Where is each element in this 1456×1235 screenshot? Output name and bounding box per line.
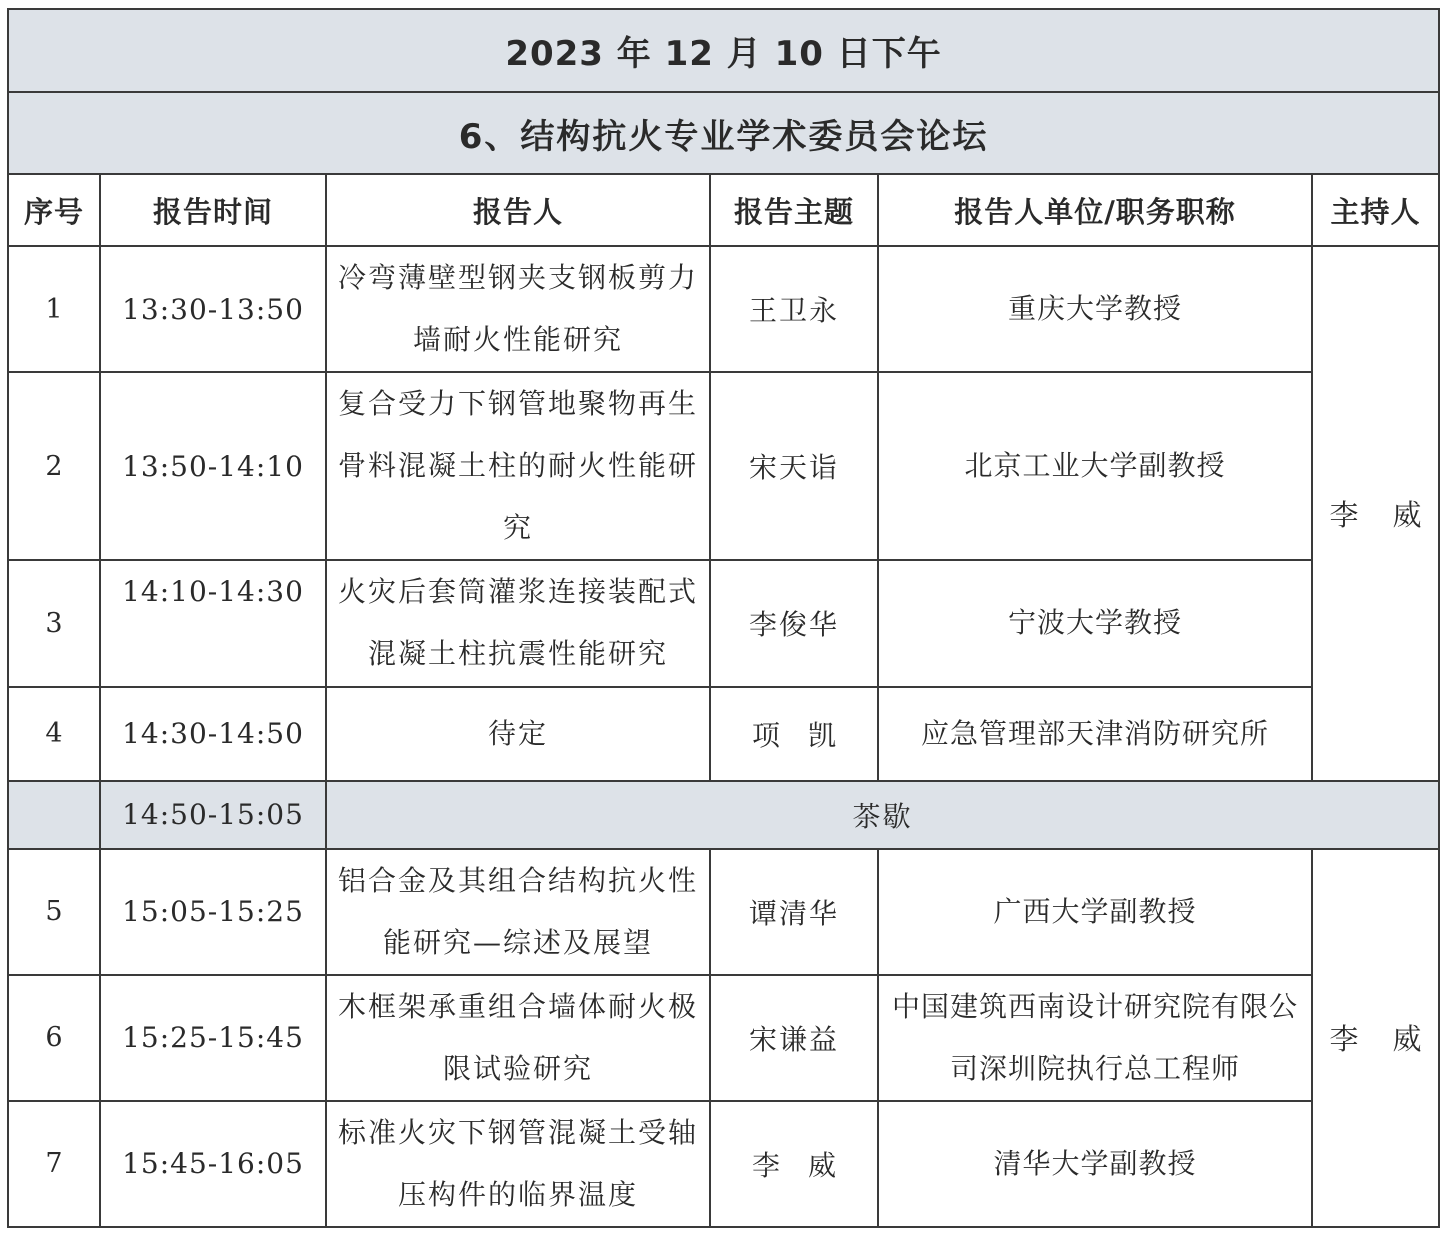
table-row — [8, 246, 1439, 372]
row-speaker: 王卫永 — [710, 246, 878, 372]
row-org: 广西大学副教授 — [878, 849, 1312, 975]
row-topic: 铝合金及其组合结构抗火性能研究—综述及展望 — [326, 849, 710, 975]
speaker-name: 项凯 — [751, 718, 864, 752]
col-header-host: 主持人 — [1312, 174, 1439, 246]
row-org: 宁波大学教授 — [878, 560, 1312, 686]
break-row — [8, 781, 1439, 849]
row-speaker: 李俊华 — [710, 560, 878, 686]
col-header-org: 报告人单位/职务职称 — [878, 174, 1312, 246]
schedule-table — [7, 8, 1456, 1228]
row-speaker — [710, 1101, 878, 1227]
row-topic: 火灾后套筒灌浆连接装配式混凝土柱抗震性能研究 — [326, 560, 710, 686]
row-org: 北京工业大学副教授 — [878, 372, 1312, 560]
forum-title: 6、结构抗火专业学术委员会论坛 — [8, 92, 1439, 174]
row-time: 15:45-16:05 — [100, 1101, 326, 1227]
row-time: 15:05-15:25 — [100, 849, 326, 975]
row-time: 14:30-14:50 — [100, 687, 326, 781]
break-no — [8, 781, 100, 849]
speaker-name: 李威 — [751, 1148, 864, 1182]
row-speaker: 宋谦益 — [710, 975, 878, 1101]
row-topic: 冷弯薄壁型钢夹支钢板剪力墙耐火性能研究 — [326, 246, 710, 372]
row-org: 清华大学副教授 — [878, 1101, 1312, 1227]
host-name: 李威 — [1329, 497, 1456, 532]
table-row — [8, 849, 1439, 975]
col-header-topic: 报告人 — [326, 174, 710, 246]
table-row — [8, 687, 1439, 781]
column-header-row — [8, 174, 1439, 246]
host-session-2 — [1312, 849, 1456, 1227]
row-no: 5 — [8, 849, 100, 975]
row-topic: 木框架承重组合墙体耐火极限试验研究 — [326, 975, 710, 1101]
table-row — [8, 975, 1439, 1101]
row-no: 2 — [8, 372, 100, 560]
break-time: 14:50-15:05 — [100, 781, 326, 849]
row-time: 15:25-15:45 — [100, 975, 326, 1101]
row-time: 13:30-13:50 — [100, 246, 326, 372]
row-topic: 待定 — [326, 687, 710, 781]
table-row — [8, 1101, 1439, 1227]
host-name: 李威 — [1329, 1022, 1456, 1057]
row-speaker: 宋天诣 — [710, 372, 878, 560]
host-session-1 — [1312, 246, 1456, 780]
table-row — [8, 372, 1439, 560]
row-time: 14:10-14:30 — [100, 560, 326, 686]
row-no: 6 — [8, 975, 100, 1101]
break-label: 茶歇 — [326, 781, 1439, 849]
row-no: 4 — [8, 687, 100, 781]
row-speaker — [710, 687, 878, 781]
session-date: 2023 年 12 月 10 日下午 — [8, 9, 1439, 92]
row-topic: 标准火灾下钢管混凝土受轴压构件的临界温度 — [326, 1101, 710, 1227]
schedule-sheet — [7, 8, 1456, 1228]
row-no: 7 — [8, 1101, 100, 1227]
col-header-no: 序号 — [8, 174, 100, 246]
row-time: 13:50-14:10 — [100, 372, 326, 560]
row-speaker: 谭清华 — [710, 849, 878, 975]
row-no: 3 — [8, 560, 100, 686]
row-org: 应急管理部天津消防研究所 — [878, 687, 1312, 781]
table-row — [8, 560, 1439, 686]
col-header-speaker: 报告主题 — [710, 174, 878, 246]
row-org: 重庆大学教授 — [878, 246, 1312, 372]
row-topic: 复合受力下钢管地聚物再生骨料混凝土柱的耐火性能研究 — [326, 372, 710, 560]
row-org: 中国建筑西南设计研究院有限公司深圳院执行总工程师 — [878, 975, 1312, 1101]
row-no: 1 — [8, 246, 100, 372]
col-header-time: 报告时间 — [100, 174, 326, 246]
